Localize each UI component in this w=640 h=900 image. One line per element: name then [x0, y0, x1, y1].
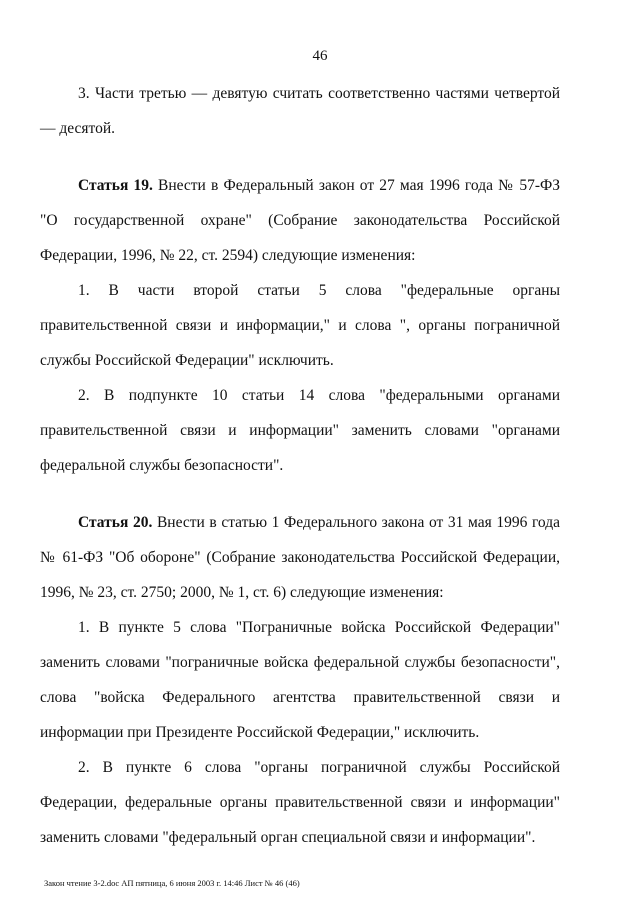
paragraph-text: 1. В части второй статьи 5 слова "федеральные органы правительственной связи и информации," и слова ", органы пограничной службы Российской Федерации" исключить. — [40, 282, 560, 369]
paragraph-part-renumbering — [40, 76, 560, 146]
article-19-heading: Статья 19. — [78, 177, 153, 194]
page-number: 46 — [312, 48, 328, 64]
article-19-intro — [40, 168, 560, 273]
article-19-item-1 — [40, 273, 560, 378]
article-20-heading: Статья 20. — [78, 514, 153, 531]
paragraph-text: 1. В пункте 5 слова "Пограничные войска Российской Федерации" заменить словами "пограничные войска федеральной службы безопасности", слова "войска Федерального агентства правительственной связи и информации при Президенте Российской Федерации," исключить. — [40, 619, 560, 741]
page-footer: Закон чтение 3-2.doc АП пятница, 6 июня 2003 г. 14:46 Лист № 46 (46) — [44, 878, 300, 888]
article-20-item-1 — [40, 610, 560, 750]
article-19-intro-text: Внести в Федеральный закон от 27 мая 1996 года № 57-ФЗ "О государственной охране" (Собрание законодательства Российской Федерации, 1996, № 22, ст. 2594) следующие изменения: — [40, 177, 560, 264]
article-20-intro — [40, 505, 560, 610]
article-19-item-2 — [40, 378, 560, 483]
article-20-item-2 — [40, 750, 560, 855]
paragraph-text: 2. В пункте 6 слова "органы пограничной службы Российской Федерации, федеральные органы правительственной связи и информации" заменить словами "федеральный орган специальной связи и информации". — [40, 759, 560, 846]
paragraph-text: 2. В подпункте 10 статьи 14 слова "федеральными органами правительственной связи и информации" заменить словами "органами федеральной службы безопасности". — [40, 387, 560, 474]
document-body — [40, 76, 560, 855]
article-20-intro-text: Внести в статью 1 Федерального закона от 31 мая 1996 года № 61-ФЗ "Об обороне" (Собрание законодательства Российской Федерации, 1996, № 23, ст. 2750; 2000, № 1, ст. 6) следующие изменения: — [40, 514, 560, 601]
paragraph-text: 3. Части третью — девятую считать соответственно частями четвертой — десятой. — [40, 85, 560, 137]
